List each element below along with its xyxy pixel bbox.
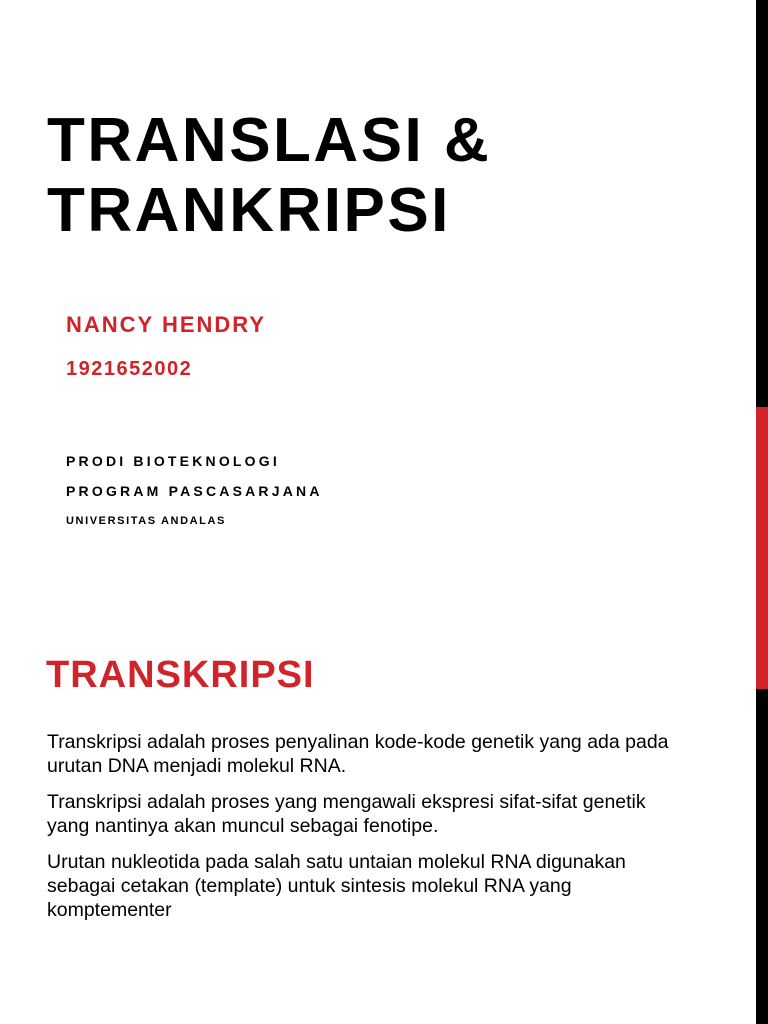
slide-title-line-1: TRANSLASI & (47, 106, 492, 175)
paragraph-2: Transkripsi adalah proses yang mengawali ekspresi sifat-sifat genetik yang nantinya akan muncul sebagai fenotipe. (47, 791, 646, 837)
slide-title (47, 106, 491, 246)
student-id: 1921652002 (66, 358, 193, 380)
slide-title-line-2: TRANKRIPSI (47, 176, 451, 245)
author-name: NANCY HENDRY (66, 312, 267, 337)
section-body (47, 730, 687, 934)
university-name: UNIVERSITAS ANDALAS (66, 515, 226, 527)
section-heading: TRANSKRIPSI (46, 654, 315, 696)
program-name: PRODI BIOTEKNOLOGI (66, 453, 280, 469)
paragraph-3: Urutan nukleotida pada salah satu untaian molekul RNA digunakan sebagai cetakan (template) untuk sintesis molekul RNA yang komptementer (47, 851, 626, 921)
right-edge-accent (756, 407, 768, 689)
school-name: PROGRAM PASCASARJANA (66, 483, 323, 499)
paragraph-1: Transkripsi adalah proses penyalinan kode-kode genetik yang ada pada urutan DNA menjadi molekul RNA. (47, 731, 669, 777)
